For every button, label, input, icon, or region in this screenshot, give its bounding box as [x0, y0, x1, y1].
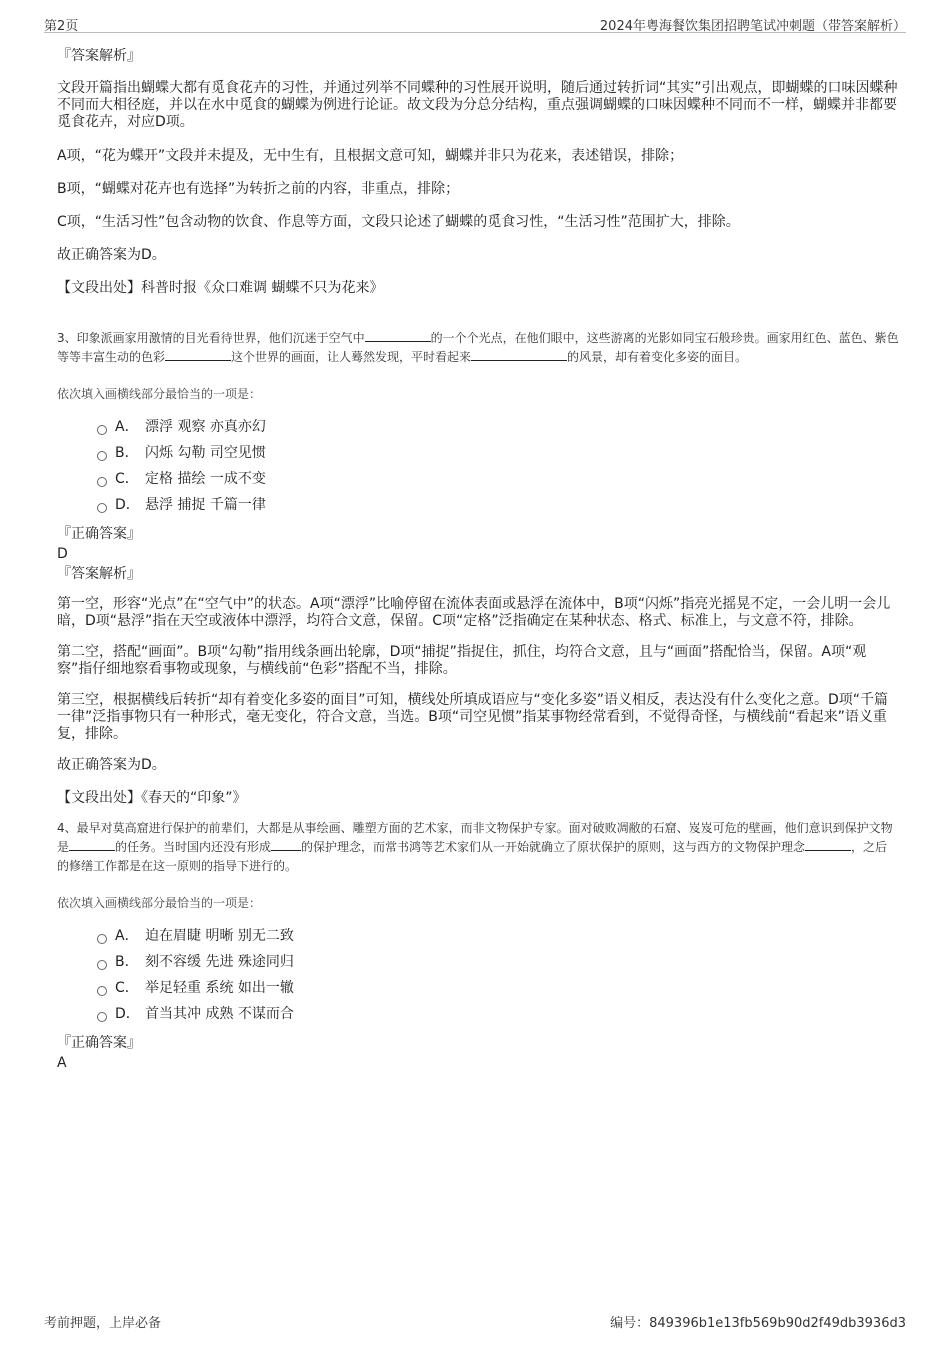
- fill-blank: [805, 838, 851, 851]
- option-d[interactable]: D． 悬浮 捕捉 千篇一律: [57, 492, 899, 518]
- radio-button[interactable]: [97, 934, 107, 944]
- document-code: 编号：849396b1e13fb569b90d2f49db3936d3: [610, 1316, 906, 1331]
- radio-button[interactable]: [97, 451, 107, 461]
- question-3-options: [57, 414, 899, 518]
- fill-blank: [471, 348, 567, 361]
- option-b[interactable]: B． 闪烁 勾勒 司空见惯: [57, 440, 899, 466]
- correct-answer-label: 『正确答案』: [57, 526, 141, 542]
- page-content: [57, 46, 899, 1073]
- option-a[interactable]: A． 漂浮 观察 亦真亦幻: [57, 414, 899, 440]
- analysis-conclusion: 故正确答案为D。: [57, 247, 166, 263]
- option-a[interactable]: A． 迫在眉睫 明晰 别无二致: [57, 923, 899, 949]
- fill-blank: [69, 838, 115, 851]
- source-citation: 【文段出处】科普时报《众口难调 蝴蝶不只为花来》: [57, 280, 384, 296]
- footer-slogan: 考前押题，上岸必备: [44, 1316, 162, 1331]
- option-c[interactable]: C． 定格 描绘 一成不变: [57, 466, 899, 492]
- analysis-paragraph: 文段开篇指出蝴蝶大都有觅食花卉的习性，并通过列举不同蝶种的习性展开说明，随后通过转折词“其实”引出观点，即蝴蝶的口味因蝶种不同而大相径庭，并以在水中觅食的蝴蝶为例进行论证。故文段为分总分结构，重点强调蝴蝶的口味因蝶种不同而不一样，蝴蝶并非都要觅食花卉，对应D项。: [57, 80, 898, 130]
- correct-answer: D: [57, 546, 68, 562]
- analysis-paragraph: 第一空，形容“光点”在“空气中”的状态。A项“漂浮”比喻停留在流体表面或悬浮在流体中，B项“闪烁”指亮光摇晃不定，一会儿明一会儿暗，D项“悬浮”指在天空或液体中漂浮，均符合文意，保留。C项“定格”泛指确定在某种状态、格式、标准上，与文意不符，排除。: [57, 596, 891, 629]
- radio-button[interactable]: [97, 1012, 107, 1022]
- analysis-label: 『答案解析』: [57, 566, 141, 582]
- source-citation: 【文段出处】《春天的“印象”》: [57, 790, 247, 806]
- option-d[interactable]: D． 首当其冲 成熟 不谋而合: [57, 1001, 899, 1027]
- page-header: [44, 12, 906, 33]
- radio-button[interactable]: [97, 986, 107, 996]
- analysis-paragraph: C项，“生活习性”包含动物的饮食、作息等方面，文段只论述了蝴蝶的觅食习性，“生活习性”范围扩大，排除。: [57, 214, 740, 230]
- analysis-paragraph: 第三空，根据横线后转折“却有着变化多姿的面目”可知，横线处所填成语应与“变化多姿”语义相反，表达没有什么变化之意。D项“千篇一律”泛指事物只有一种形式，毫无变化，符合文意，当选。B项“司空见惯”指某事物经常看到，不觉得奇怪，与横线前“看起来”语义重复，排除。: [57, 692, 889, 742]
- question-prompt: 依次填入画横线部分最恰当的一项是：: [57, 896, 262, 910]
- question-4-options: [57, 923, 899, 1027]
- analysis-paragraph: 第二空，搭配“画面”。B项“勾勒”指用线条画出轮廓，D项“捕捉”指捉住，抓住，均符合文意，且与“画面”搭配恰当，保留。A项“观察”指仔细地察看事物或现象，与横线前“色彩”搭配不当，排除。: [57, 644, 867, 677]
- radio-button[interactable]: [97, 477, 107, 487]
- question-4-stem: 4、最早对莫高窟进行保护的前辈们，大都是从事绘画、雕塑方面的艺术家，而非文物保护专家。面对破败凋敝的石窟、岌岌可危的壁画，他们意识到保护文物是 的任务。当时国内还没有形成 的保护理念，而常书鸿等艺术家们从一开始就确立了原状保护的原则，这与西方的文物保护理念 ，之后的修缮工作都是在这一原则的指导下进行的。: [57, 821, 893, 873]
- question-3-stem: 3、印象派画家用激情的目光看待世界，他们沉迷于空气中 的一个个光点，在他们眼中，这些游离的光影如同宝石般珍贵。画家用红色、蓝色、紫色等等丰富生动的色彩 这个世界的画面，让人蓦然发现，平时看起来 的风景，却有着变化多姿的面目。: [57, 331, 899, 364]
- analysis-conclusion: 故正确答案为D。: [57, 757, 166, 773]
- page-number: 第2页: [44, 19, 79, 34]
- fill-blank: [271, 838, 301, 851]
- fill-blank: [165, 348, 231, 361]
- analysis-paragraph: B项，“蝴蝶对花卉也有选择”为转折之前的内容，非重点，排除；: [57, 181, 460, 197]
- correct-answer-label: 『正确答案』: [57, 1035, 141, 1051]
- analysis-label: 『答案解析』: [57, 48, 141, 64]
- radio-button[interactable]: [97, 960, 107, 970]
- analysis-paragraph: A项，“花为蝶开”文段并未提及，无中生有，且根据文意可知，蝴蝶并非只为花来，表述错误，排除；: [57, 148, 684, 164]
- option-b[interactable]: B． 刻不容缓 先进 殊途同归: [57, 949, 899, 975]
- document-title: 2024年粤海餐饮集团招聘笔试冲刺题（带答案解析）: [599, 19, 906, 34]
- correct-answer: A: [57, 1055, 67, 1071]
- question-prompt: 依次填入画横线部分最恰当的一项是：: [57, 387, 262, 401]
- radio-button[interactable]: [97, 425, 107, 435]
- option-c[interactable]: C． 举足轻重 系统 如出一辙: [57, 975, 899, 1001]
- radio-button[interactable]: [97, 503, 107, 513]
- fill-blank: [365, 329, 431, 342]
